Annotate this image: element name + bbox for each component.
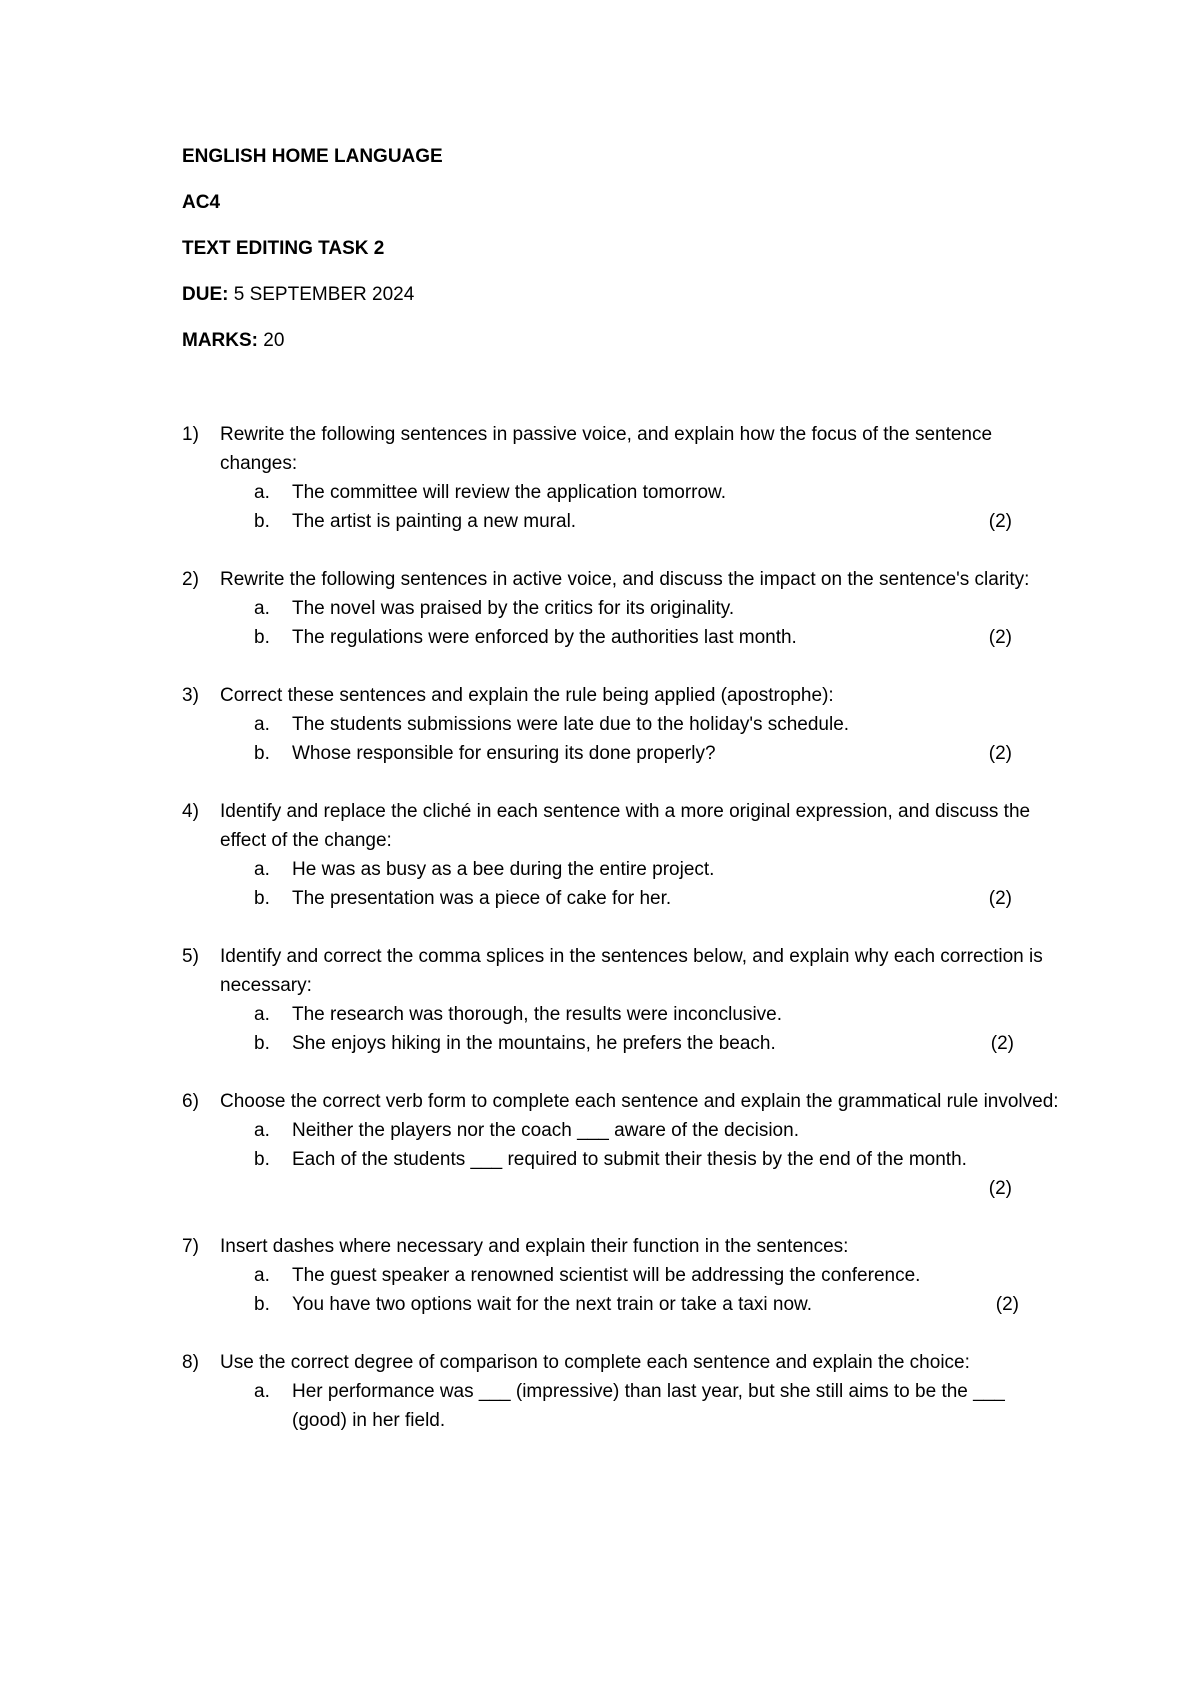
item-text: The artist is painting a new mural. bbox=[292, 511, 577, 532]
question-prompt: Use the correct degree of comparison to complete each sentence and explain the choice: bbox=[220, 1352, 970, 1373]
item-text: Whose responsible for ensuring its done properly? bbox=[292, 743, 716, 764]
question-item bbox=[254, 739, 1062, 768]
item-text: The committee will review the application tomorrow. bbox=[292, 482, 727, 503]
subject-title: ENGLISH HOME LANGUAGE bbox=[182, 146, 443, 167]
item-label: b. bbox=[254, 1033, 270, 1054]
item-label: b. bbox=[254, 888, 270, 909]
item-text: The research was thorough, the results were inconclusive. bbox=[292, 1004, 783, 1025]
question-item bbox=[254, 1377, 1062, 1435]
item-text: The students submissions were late due to the holiday's schedule. bbox=[292, 714, 850, 735]
question-1 bbox=[182, 420, 1062, 536]
question-marks: (2) bbox=[988, 627, 1012, 648]
question-number: 2) bbox=[182, 569, 199, 590]
question-marks: (2) bbox=[988, 743, 1012, 764]
question-number: 1) bbox=[182, 424, 199, 445]
task-title: TEXT EDITING TASK 2 bbox=[182, 238, 385, 259]
item-label: b. bbox=[254, 627, 270, 648]
question-number: 3) bbox=[182, 685, 199, 706]
item-text: She enjoys hiking in the mountains, he prefers the beach. bbox=[292, 1033, 776, 1054]
question-number: 7) bbox=[182, 1236, 199, 1257]
question-marks: (2) bbox=[988, 511, 1012, 532]
item-label: b. bbox=[254, 1149, 270, 1170]
question-item bbox=[254, 1000, 1062, 1029]
question-number: 4) bbox=[182, 801, 199, 822]
question-prompt: Choose the correct verb form to complete each sentence and explain the grammatical rule involved: bbox=[220, 1091, 1059, 1112]
question-marks: (2) bbox=[988, 1178, 1012, 1199]
item-text: Her performance was ___ (impressive) than last year, but she still aims to be the ___ (good) in her field. bbox=[292, 1381, 1005, 1431]
question-item bbox=[254, 478, 1062, 507]
item-label: a. bbox=[254, 1381, 270, 1402]
document-header bbox=[182, 146, 443, 376]
question-3 bbox=[182, 681, 1062, 768]
question-marks: (2) bbox=[995, 1294, 1019, 1315]
question-list bbox=[182, 420, 1062, 1464]
item-label: a. bbox=[254, 714, 270, 735]
item-text: Each of the students ___ required to submit their thesis by the end of the month. bbox=[292, 1149, 967, 1170]
question-prompt: Rewrite the following sentences in passive voice, and explain how the focus of the sentence changes: bbox=[220, 424, 993, 474]
question-7 bbox=[182, 1232, 1062, 1319]
question-2 bbox=[182, 565, 1062, 652]
question-prompt: Identify and correct the comma splices in the sentences below, and explain why each correction is necessary: bbox=[220, 946, 1043, 996]
item-text: The novel was praised by the critics for its originality. bbox=[292, 598, 735, 619]
total-marks: MARKS: 20 bbox=[182, 330, 285, 351]
question-number: 8) bbox=[182, 1352, 199, 1373]
question-prompt: Insert dashes where necessary and explain their function in the sentences: bbox=[220, 1236, 849, 1257]
question-item bbox=[254, 1290, 1062, 1319]
item-text: Neither the players nor the coach ___ aware of the decision. bbox=[292, 1120, 799, 1141]
question-marks: (2) bbox=[990, 1033, 1014, 1054]
question-prompt: Rewrite the following sentences in active voice, and discuss the impact on the sentence's clarity: bbox=[220, 569, 1030, 590]
item-label: a. bbox=[254, 1120, 270, 1141]
question-number: 5) bbox=[182, 946, 199, 967]
question-item bbox=[254, 1261, 1062, 1290]
question-4 bbox=[182, 797, 1062, 913]
item-label: a. bbox=[254, 598, 270, 619]
assessment-code: AC4 bbox=[182, 192, 221, 213]
question-8 bbox=[182, 1348, 1062, 1435]
item-label: b. bbox=[254, 1294, 270, 1315]
question-marks: (2) bbox=[988, 888, 1012, 909]
question-prompt: Correct these sentences and explain the rule being applied (apostrophe): bbox=[220, 685, 834, 706]
item-text: The regulations were enforced by the authorities last month. bbox=[292, 627, 797, 648]
due-date: DUE: 5 SEPTEMBER 2024 bbox=[182, 284, 415, 305]
item-text: He was as busy as a bee during the entire project. bbox=[292, 859, 715, 880]
item-label: a. bbox=[254, 482, 270, 503]
question-item bbox=[254, 710, 1062, 739]
question-item bbox=[254, 623, 1062, 652]
item-label: a. bbox=[254, 1004, 270, 1025]
question-prompt: Identify and replace the cliché in each sentence with a more original expression, and discuss the effect of the change: bbox=[220, 801, 1031, 851]
item-label: b. bbox=[254, 743, 270, 764]
item-label: b. bbox=[254, 511, 270, 532]
item-text: You have two options wait for the next train or take a taxi now. bbox=[292, 1294, 812, 1315]
item-label: a. bbox=[254, 1265, 270, 1286]
question-5 bbox=[182, 942, 1062, 1058]
question-item bbox=[254, 507, 1062, 536]
question-6 bbox=[182, 1087, 1062, 1203]
question-item bbox=[254, 1029, 1062, 1058]
question-item bbox=[254, 1145, 1062, 1174]
item-text: The presentation was a piece of cake for her. bbox=[292, 888, 672, 909]
question-item bbox=[254, 1116, 1062, 1145]
item-label: a. bbox=[254, 859, 270, 880]
question-item bbox=[254, 594, 1062, 623]
question-item bbox=[254, 884, 1062, 913]
question-number: 6) bbox=[182, 1091, 199, 1112]
question-item bbox=[254, 855, 1062, 884]
item-text: The guest speaker a renowned scientist will be addressing the conference. bbox=[292, 1265, 921, 1286]
